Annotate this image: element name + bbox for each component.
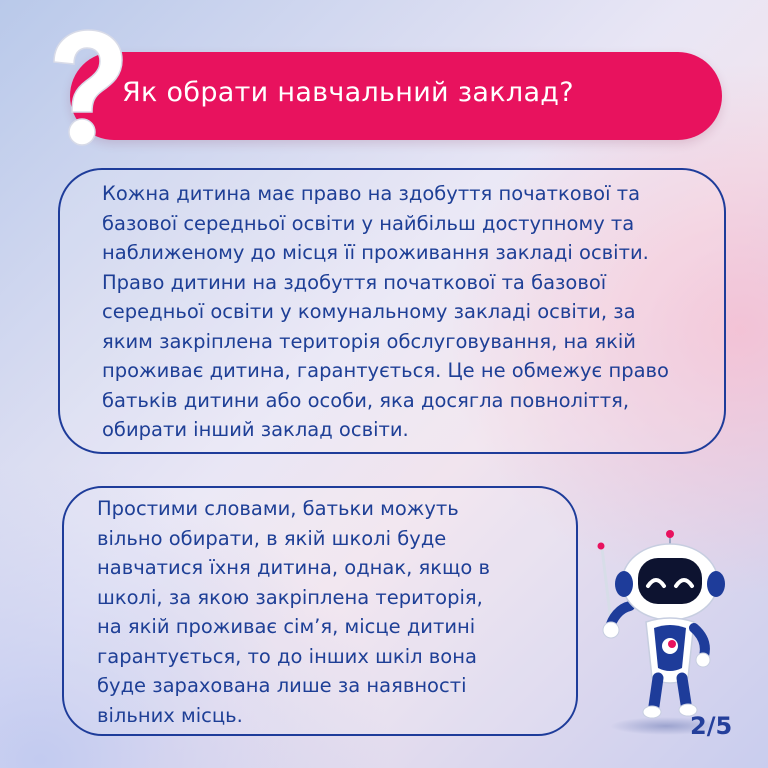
- page-indicator: 2/5: [690, 712, 733, 740]
- robot-mascot: [584, 528, 732, 738]
- question-mark-icon: [44, 28, 126, 150]
- info-card-rights-text: Кожна дитина має право на здобуття початкової та базової середньої освіти у найбільш доступному та наближеному до місця її проживання закладі освіти. Право дитини на здобуття початкової та базової середньої освіти у комунальному закладі освіти, за яким закріплена територія обслуговування, на якій проживає дитина, гарантується. Це не обмежує право батьків дитини або особи, яка досягла повноліття, обирати інший заклад освіти.: [102, 182, 669, 441]
- page-title: Як обрати навчальний заклад?: [122, 77, 574, 108]
- info-card-simple-words-text: Простими словами, батьки можуть вільно обирати, в якій школі буде навчатися їхня дитина, однак, якщо в школі, за якою закріплена територія, на якій проживає сім’я, місце дитині гарантується, то до інших шкіл вона буде зарахована лише за наявності вільних місць.: [97, 497, 491, 727]
